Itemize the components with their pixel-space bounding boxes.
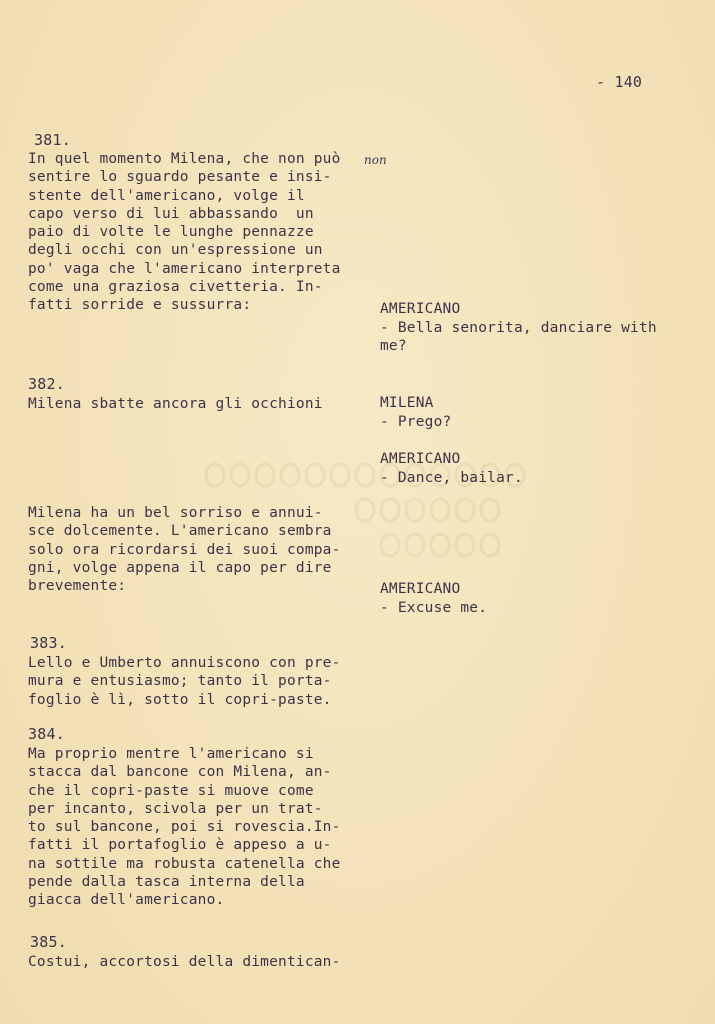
dialogue-line-4: - Excuse me. — [380, 600, 488, 616]
scene-number-382: 382. — [28, 375, 65, 393]
speaker-americano-3: AMERICANO — [380, 581, 461, 597]
scene-number-383: 383. — [30, 634, 67, 652]
scene-number-384: 384. — [28, 725, 65, 743]
scene-383-text: Lello e Umberto annuiscono con pre- mura e entusiasmo; tanto il porta- foglio è lì, sotto il copri-paste. — [28, 655, 341, 708]
speaker-americano-2: AMERICANO — [380, 451, 461, 467]
scene-number-381: 381. — [34, 131, 71, 149]
handwritten-insert: non — [364, 153, 387, 167]
dialogue-line-2: - Prego? — [380, 414, 452, 430]
scene-384-text: Ma proprio mentre l'americano si stacca dal bancone con Milena, an- che il copri-paste si muove come per incanto, scivola per un trat- to sul bancone, poi si rovescia.In- fatti il portafoglio è appeso a u- na sottile ma robusta catenella che pende dalla tasca interna della giacca dell'americano. — [28, 746, 341, 909]
dialogue-line-3: - Dance, bailar. — [380, 470, 523, 486]
scene-381-text: In quel momento Milena, che non può sentire lo sguardo pesante e insi- stente dell'americano, volge il capo verso di lui abbassando un paio di volte le lunghe pennazze degli occhi con un'espressione un po' vaga che l'americano interpreta come una graziosa civetteria. In- fatti sorride e sussurra: — [28, 151, 341, 314]
dialogue-line-1: - Bella senorita, danciare with me? — [380, 320, 657, 355]
speaker-milena: MILENA — [380, 395, 434, 411]
scene-382-text: Milena sbatte ancora gli occhioni — [28, 396, 323, 412]
scene-385-text: Costui, accortosi della dimentican- — [28, 954, 341, 970]
paragraph-smile-text: Milena ha un bel sorriso e annui- sce dolcemente. L'americano sembra solo ora ricordarsi dei suoi compa- gni, volge appena il capo per dire brevemente: — [28, 505, 341, 595]
scene-number-385: 385. — [30, 933, 67, 951]
page-number: - 140 — [596, 73, 643, 91]
speaker-americano-1: AMERICANO — [380, 301, 461, 317]
